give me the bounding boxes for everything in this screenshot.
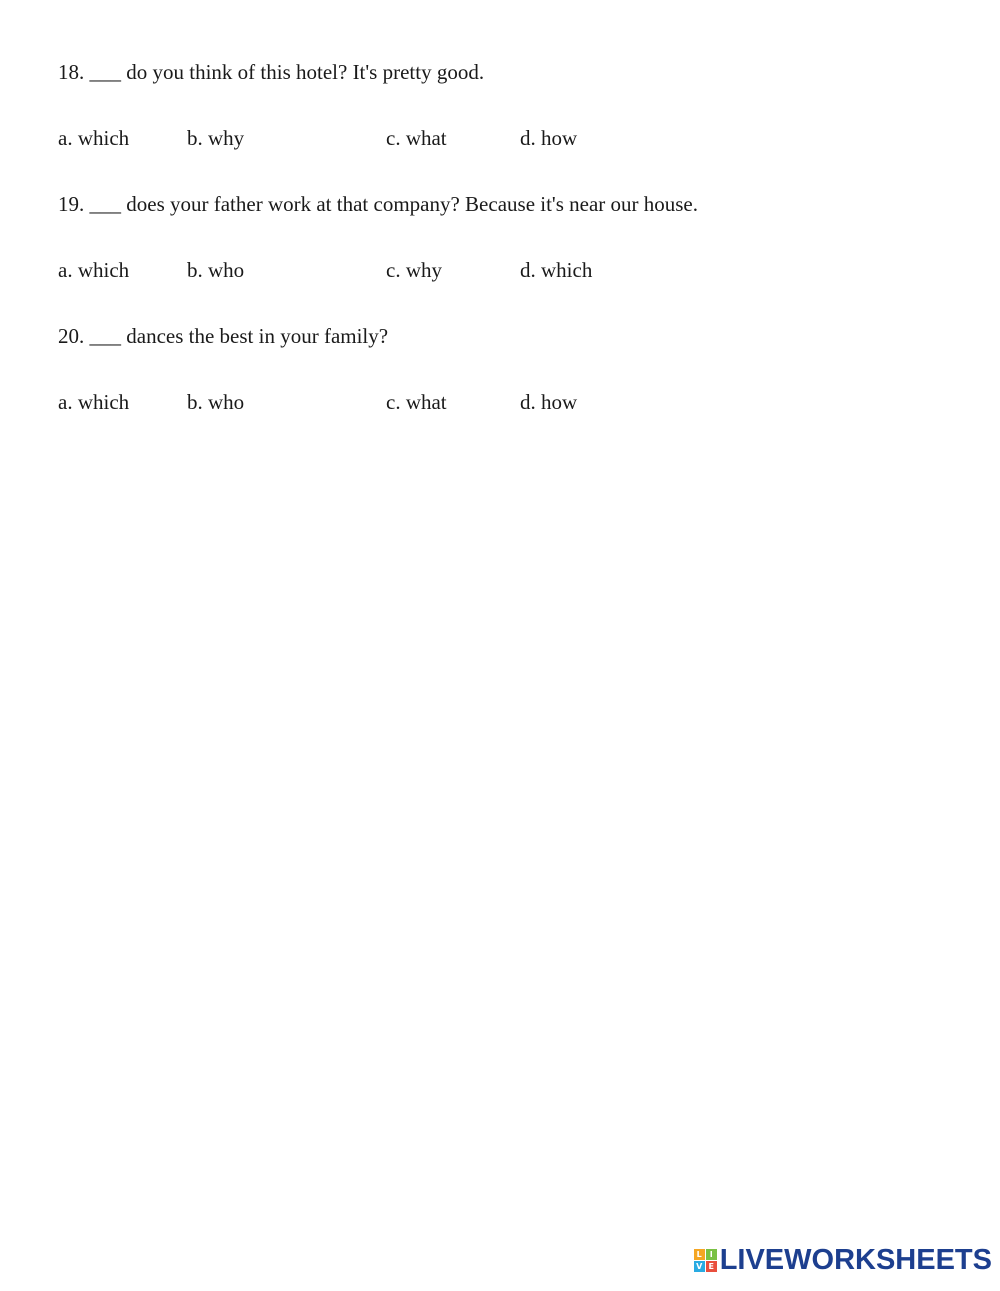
option-d: d. which: [520, 258, 593, 282]
logo-mark-icon: [694, 1249, 717, 1272]
option-a: a. which: [58, 390, 130, 414]
option-b: b. why: [187, 126, 245, 150]
option-c: c. what: [386, 126, 447, 150]
question-19: [58, 189, 958, 285]
answer-options: [58, 387, 958, 417]
option-b: b. who: [187, 258, 245, 282]
answer-options: [58, 255, 958, 285]
worksheet: [58, 57, 958, 453]
option-a: a. which: [58, 126, 130, 150]
logo-text: LIVEWORKSHEETS: [719, 1244, 992, 1276]
option-d: d. how: [520, 126, 578, 150]
liveworksheets-logo: [694, 1245, 992, 1275]
option-c: c. why: [386, 258, 442, 282]
question-20: [58, 321, 958, 417]
answer-options: [58, 123, 958, 153]
question-text: 20. ___ dances the best in your family?: [58, 324, 389, 348]
question-18: [58, 57, 958, 153]
logo-mark-letter: L: [694, 1249, 705, 1260]
logo-mark-letter: I: [706, 1249, 717, 1260]
option-c: c. what: [386, 390, 447, 414]
question-text: 19. ___ does your father work at that company? Because it's near our house.: [58, 192, 699, 216]
logo-mark-letter: E: [706, 1261, 717, 1272]
option-a: a. which: [58, 258, 130, 282]
question-text: 18. ___ do you think of this hotel? It's pretty good.: [58, 60, 485, 84]
logo-mark-letter: V: [694, 1261, 705, 1272]
option-b: b. who: [187, 390, 245, 414]
option-d: d. how: [520, 390, 578, 414]
